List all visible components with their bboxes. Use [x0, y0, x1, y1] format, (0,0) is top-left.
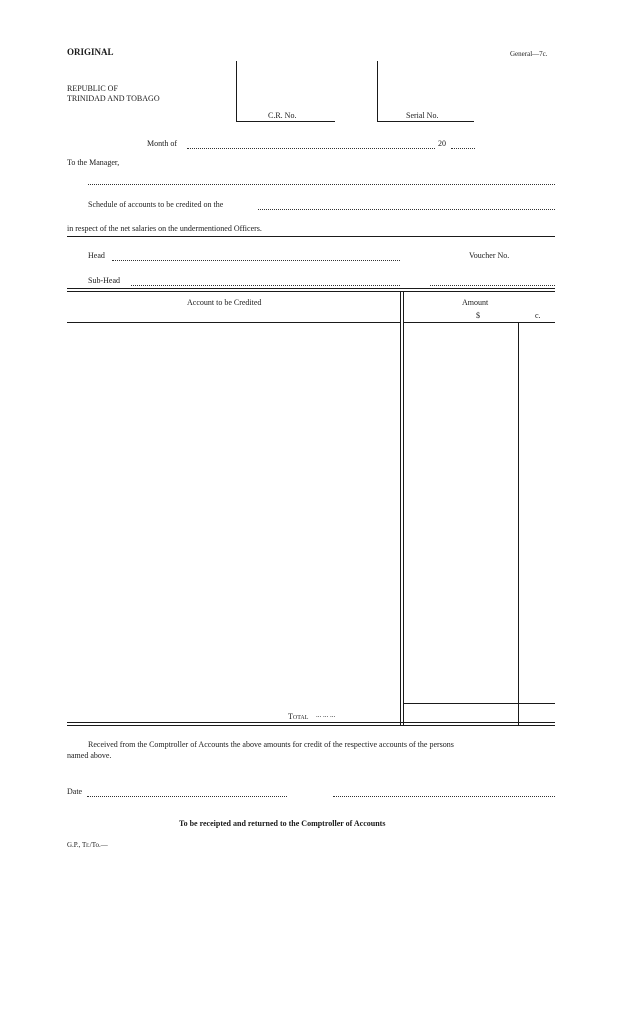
signature-field[interactable]	[333, 796, 555, 797]
serial-no-label: Serial No.	[406, 111, 439, 120]
voucher-no-label: Voucher No.	[469, 251, 510, 260]
account-entries-area[interactable]	[68, 323, 399, 703]
manager-field[interactable]	[88, 184, 555, 185]
gp-code: G.P., Tr./To.—	[67, 841, 108, 849]
account-header: Account to be Credited	[187, 298, 262, 307]
total-dots: ... ... ...	[316, 711, 336, 719]
dollar-entries-area[interactable]	[405, 323, 517, 703]
received-line1: Received from the Comptroller of Accounts the above amounts for credit of the respective accounts of the persons	[88, 740, 454, 749]
original-label: ORIGINAL	[67, 47, 114, 57]
table-bottom-line1	[67, 722, 555, 723]
amount-header: Amount	[462, 298, 489, 307]
separator-line	[67, 236, 555, 237]
instruction-text: To be receipted and returned to the Comptroller of Accounts	[179, 819, 386, 828]
table-bottom-line2	[67, 725, 555, 726]
schedule-field[interactable]	[258, 209, 555, 210]
table-divider-right	[403, 291, 404, 725]
year-field[interactable]	[451, 148, 475, 149]
to-manager-label: To the Manager,	[67, 158, 120, 167]
form-code: General—7c.	[510, 50, 548, 58]
cents-header: c.	[535, 311, 541, 320]
head-field[interactable]	[112, 260, 400, 261]
schedule-text: Schedule of accounts to be credited on the	[88, 200, 224, 209]
voucher-field[interactable]	[430, 285, 555, 286]
total-label: Total	[288, 712, 309, 721]
cr-box-left	[236, 61, 237, 121]
table-divider-left	[400, 291, 401, 725]
cents-entries-area[interactable]	[520, 323, 555, 703]
date-label: Date	[67, 787, 83, 796]
dollar-header: $	[476, 311, 480, 320]
table-top-line2	[67, 291, 555, 292]
total-top-line	[403, 703, 555, 704]
cr-no-label: C.R. No.	[268, 111, 297, 120]
sub-head-field[interactable]	[131, 285, 400, 286]
republic-line2: TRINIDAD AND TOBAGO	[67, 94, 160, 103]
year-prefix: 20	[438, 139, 446, 148]
table-top-line1	[67, 288, 555, 289]
cents-divider	[518, 322, 519, 725]
month-field[interactable]	[187, 148, 435, 149]
cr-box-bottom	[236, 121, 335, 122]
head-label: Head	[88, 251, 105, 260]
serial-box-bottom	[377, 121, 474, 122]
date-field[interactable]	[87, 796, 287, 797]
sub-head-label: Sub-Head	[88, 276, 120, 285]
received-line2: named above.	[67, 751, 112, 760]
serial-box-left	[377, 61, 378, 121]
in-respect-text: in respect of the net salaries on the undermentioned Officers.	[67, 224, 262, 233]
republic-line1: REPUBLIC OF	[67, 84, 118, 93]
month-of-label: Month of	[147, 139, 177, 148]
